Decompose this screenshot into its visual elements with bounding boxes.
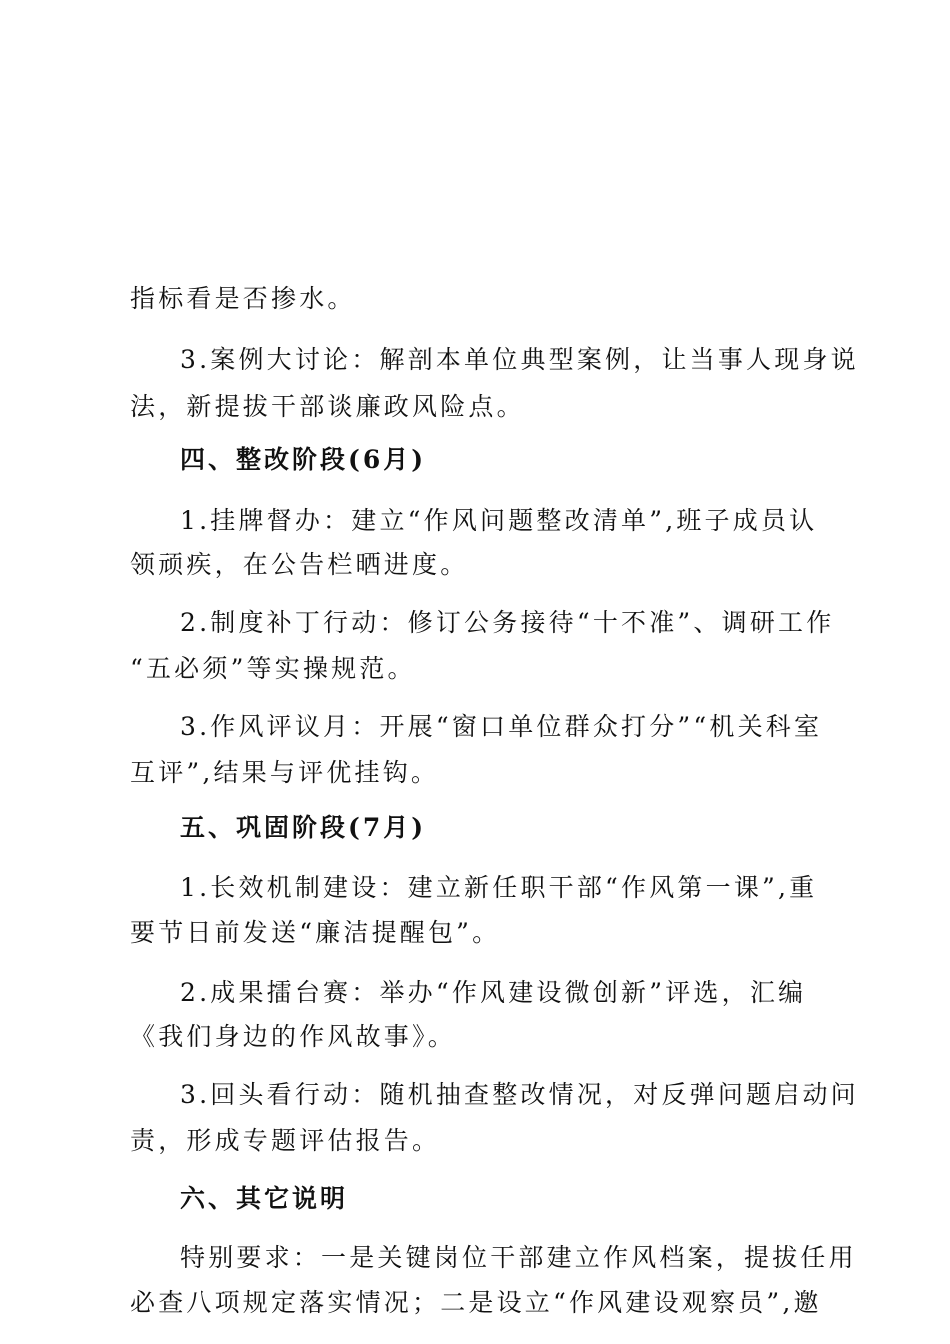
paragraph-line: 领顽疾，在公告栏晒进度。: [130, 550, 469, 579]
section-heading-consolidation: 五、巩固阶段(7月): [180, 813, 427, 842]
paragraph-line: 1.长效机制建设：建立新任职干部“作风第一课”,重: [180, 873, 818, 902]
paragraph-line: 必查八项规定落实情况；二是设立“作风建设观察员”,邀: [130, 1288, 822, 1317]
paragraph-line: 《我们身边的作风故事》。: [130, 1022, 456, 1051]
section-heading-other-notes: 六、其它说明: [180, 1184, 349, 1213]
paragraph-line: 3.案例大讨论：解剖本单位典型案例，让当事人现身说: [180, 345, 859, 374]
paragraph-line: 2.成果擂台赛：举办“作风建设微创新”评选，汇编: [180, 978, 807, 1007]
paragraph-line: 要节日前发送“廉洁提醒包”。: [130, 918, 501, 947]
paragraph-line: 特别要求：一是关键岗位干部建立作风档案，提拔任用: [180, 1243, 857, 1272]
paragraph-line: 互评”,结果与评优挂钩。: [130, 758, 440, 787]
paragraph-line: 法，新提拔干部谈廉政风险点。: [130, 392, 525, 421]
paragraph-line: 责，形成专题评估报告。: [130, 1126, 441, 1155]
paragraph-line: “五必须”等实操规范。: [130, 654, 416, 683]
paragraph-line: 1.挂牌督办：建立“作风问题整改清单”,班子成员认: [180, 506, 818, 535]
section-heading-rectification: 四、整改阶段(6月): [180, 445, 427, 474]
paragraph-line: 2.制度补丁行动：修订公务接待“十不准”、调研工作: [180, 608, 835, 637]
paragraph-line: 指标看是否掺水。: [130, 284, 356, 313]
paragraph-line: 3.作风评议月：开展“窗口单位群众打分”“机关科室: [180, 712, 823, 741]
paragraph-line: 3.回头看行动：随机抽查整改情况，对反弹问题启动问: [180, 1080, 859, 1109]
